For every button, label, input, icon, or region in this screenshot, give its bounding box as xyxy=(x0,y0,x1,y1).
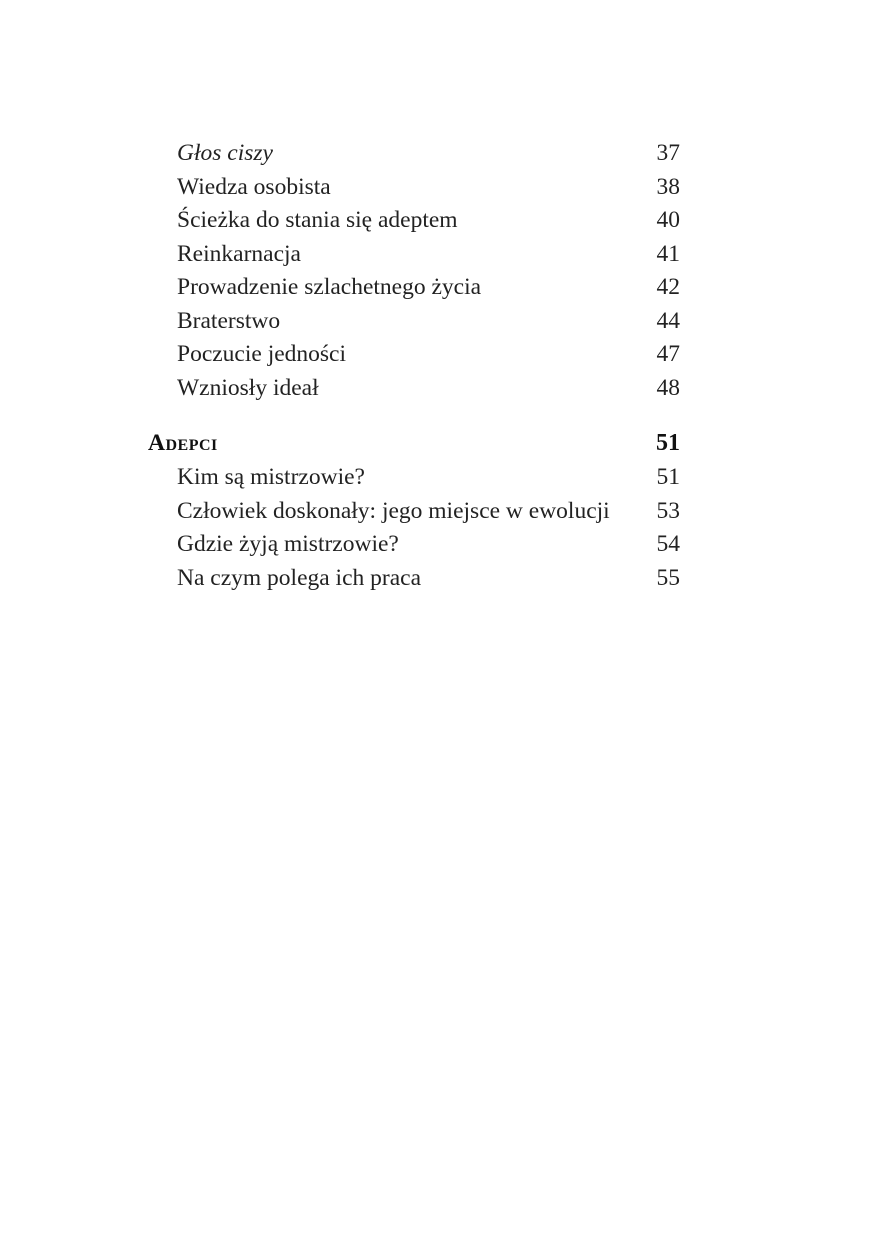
toc-entry-page: 41 xyxy=(656,240,680,267)
toc-entry xyxy=(148,204,680,238)
toc-entry-page: 42 xyxy=(656,274,680,300)
toc-section-page: 51 xyxy=(656,430,680,456)
toc-entry xyxy=(148,171,680,205)
toc-entry-title: Człowiek doskonały: jego miejsce w ewolucji xyxy=(177,497,610,524)
toc-entry xyxy=(148,305,680,339)
toc-entry-page: 54 xyxy=(656,531,680,557)
toc-entry-title: Gdzie żyją mistrzowie? xyxy=(177,531,399,557)
toc-entry xyxy=(148,137,680,171)
toc-entry xyxy=(148,338,680,372)
toc-entry-page: 40 xyxy=(656,207,680,233)
toc-entry xyxy=(148,271,680,305)
toc-entry-title: Ścieżka do stania się adeptem xyxy=(177,207,458,233)
toc-section-heading xyxy=(148,425,680,461)
toc-entry-page: 47 xyxy=(656,341,680,367)
toc-entry-title: Braterstwo xyxy=(177,307,281,334)
toc-entry-page: 53 xyxy=(656,497,680,524)
toc-entry-title: Na czym polega ich praca xyxy=(177,564,422,591)
toc-entry xyxy=(148,562,680,596)
toc-entry-title: Reinkarnacja xyxy=(177,240,301,267)
toc-entry-title: Wiedza osobista xyxy=(177,173,331,200)
table-of-contents xyxy=(148,137,680,595)
toc-entry-title: Głos ciszy xyxy=(177,140,273,166)
toc-entry-page: 38 xyxy=(656,173,680,200)
toc-entry-page: 48 xyxy=(656,374,680,401)
toc-section-title: Adepci xyxy=(148,430,218,456)
toc-entry-page: 37 xyxy=(656,140,680,166)
toc-entry xyxy=(148,238,680,272)
toc-entry-page: 44 xyxy=(656,307,680,334)
toc-entry-page: 51 xyxy=(656,464,680,490)
toc-entry-title: Prowadzenie szlachetnego życia xyxy=(177,274,482,300)
toc-entry xyxy=(148,372,680,406)
toc-entry-title: Poczucie jedności xyxy=(177,341,347,367)
toc-entry-page: 55 xyxy=(656,564,680,591)
toc-entry xyxy=(148,528,680,562)
toc-entry-title: Kim są mistrzowie? xyxy=(177,464,365,490)
toc-entry xyxy=(148,461,680,495)
toc-entry xyxy=(148,495,680,529)
section-spacer xyxy=(148,405,680,425)
toc-entry-title: Wzniosły ideał xyxy=(177,374,319,401)
